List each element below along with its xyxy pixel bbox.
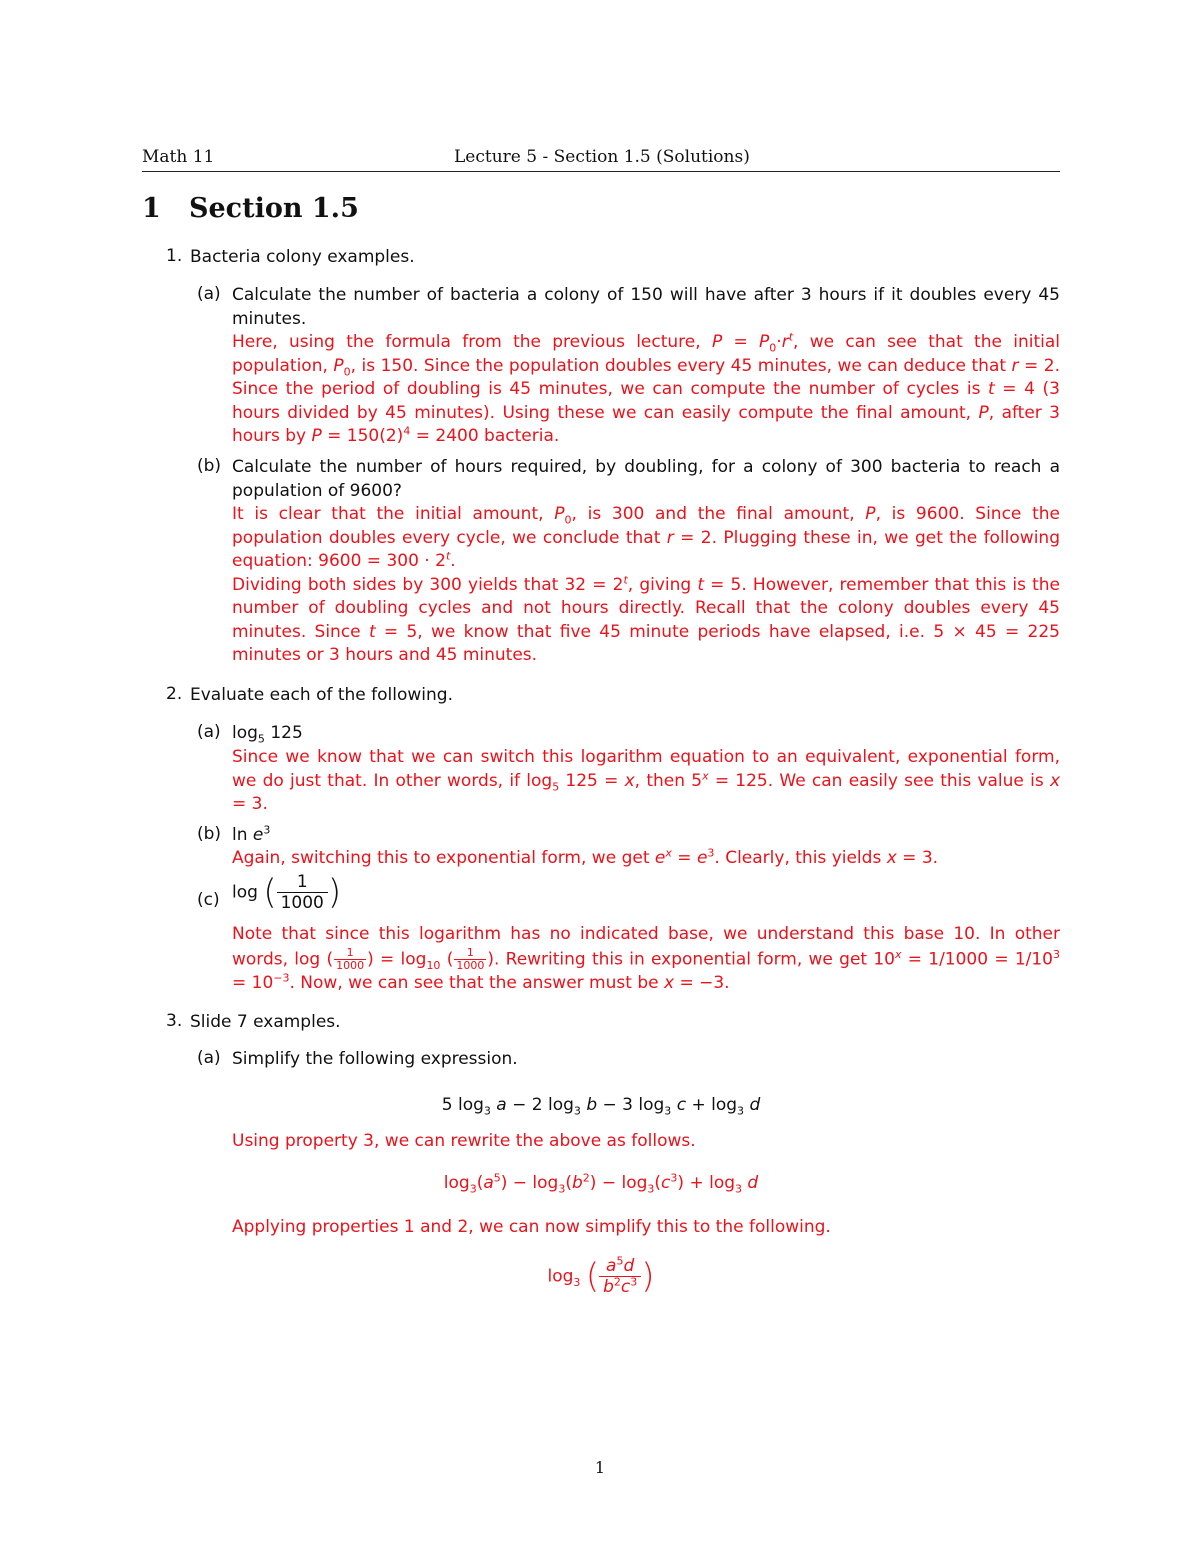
- q1b-answer-part-6: , giving: [627, 574, 698, 595]
- q2c-frac-num: 1: [277, 872, 328, 893]
- q3a-expression: 5 $\log_3 a - 2$ $\log_3 b - 3$ $\log_3 c + \log_3 d$: [441, 1095, 761, 1118]
- q2c-answer-part-1: Note that since this logarithm has no indicated base, we understand this base 10. In other words,: [232, 924, 1060, 969]
- q2a-answer-part-1: Since we know that we can switch this logarithm equation to an equivalent, exponential form, we do just that. In other words, if log: [232, 747, 1060, 791]
- q2a-answer-part-2: 125 =: [559, 770, 625, 791]
- q1a-answer-part-6: , after 3 hours by: [232, 402, 1060, 446]
- q2a-expression-value: 125: [270, 723, 303, 743]
- q3a-answer-step-2: Applying properties 1 and 2, we can now simplify this to the following.: [232, 1217, 831, 1237]
- q2-label: 2.: [166, 684, 183, 704]
- q2b-answer: Again, switching this to exponential form, we get $e^x = e^3$. Clearly, this yields x = 3.: [232, 846, 939, 868]
- q3-label: 3.: [166, 1011, 183, 1031]
- q2c-label: (c): [197, 890, 220, 910]
- q2c-answer: Note that since this logarithm has no indicated base, we understand this base 10. In other words, log ( $\frac{1}{1000}$ ) = $\log_{10}$ ( $\frac{1}{1000}$ ). Rewriting this in exponential form, we get $10^x = 1/1000 = 1/10^3 = 10^{-3}$. Now, we can see that the answer must be x = −3.: [232, 924, 1060, 993]
- q1b-answer-part-3: , is 9600. Since the population doubles every cycle, we conclude that: [232, 504, 1060, 548]
- q2c-answer-part-5: = −3.: [674, 972, 730, 993]
- q1a-answer-part-5: (3 hours divided by 45 minutes). Using these we can easily compute the final amount,: [232, 379, 1060, 423]
- q2a-answer-part-3: , then 5: [634, 770, 703, 791]
- q2c-answer-part-4: . Now, we can see that the answer must be: [289, 972, 664, 993]
- q1b-label: (b): [197, 456, 222, 476]
- q2b-answer-part-2: . Clearly, this yields: [714, 848, 887, 868]
- q2-heading: Evaluate each of the following.: [190, 685, 453, 705]
- running-header: [142, 145, 1060, 172]
- q3a-final-expression: $\log_3$ ( $\frac{a^5d}{b^2c^3}$ ): [547, 1254, 655, 1297]
- q1a-answer-part-3: , is 150. Since the population doubles every 45 minutes, we can deduce that: [350, 355, 1012, 376]
- page-number: 1: [594, 1458, 606, 1477]
- q1-heading: Bacteria colony examples.: [190, 247, 415, 267]
- q1b-answer-part-1: It is clear that the initial amount,: [232, 504, 555, 524]
- q3a-question: Simplify the following expression.: [232, 1049, 518, 1069]
- q2c-answer-part-2: . Rewriting this in exponential form, we get 10: [493, 949, 895, 969]
- q2c-frac-den: 1000: [280, 893, 324, 913]
- q1a-answer-part-1: Here, using the formula from the previous lecture,: [232, 332, 712, 352]
- q1b-answer-part-7: . However, remember that this is the number of doubling cycles and not hours directly. Recall that the colony doubles every 45 minutes. Since: [232, 574, 1061, 642]
- q1a-question: Calculate the number of bacteria a colony of 150 will have after 3 hours if it doubles every 45 minutes.: [232, 285, 1060, 329]
- header-course: Math 11: [142, 147, 215, 167]
- q2a-answer-part-4: = 125. We can easily see this value is: [708, 770, 1050, 791]
- q1b-question: Calculate the number of hours required, by doubling, for a colony of 300 bacteria to reach a population of 9600?: [232, 457, 1060, 501]
- q3a-rewritten-expression: $\log_3(a^5) - \log_3(b^2) - \log_3(c^3) + \log_3 d$: [443, 1171, 759, 1196]
- q3a-answer-step-1: Using property 3, we can rewrite the above as follows.: [232, 1131, 696, 1151]
- q1a-answer-part-4: . Since the period of doubling is 45 minutes, we can compute the number of cycles is: [232, 355, 1060, 399]
- section-title: Section 1.5: [189, 193, 359, 224]
- q2c-expression: log ( $\frac{1}{1000}$ ): [232, 872, 342, 913]
- section-heading: [142, 193, 359, 224]
- q1a-label: (a): [197, 284, 221, 304]
- q1b-answer-part-8: , we know that five 45 minute periods have elapsed, i.e. 5 × 45 = 225 minutes or 3 hours and 45 minutes.: [232, 621, 1060, 665]
- q1b-answer: It is clear that the initial amount, $P_0$, is 300 and the final amount, P, is 9600. Since the population doubles every cycle, we conclude that r = 2. Plugging these in, we get the following equation: $9600 = 300 \cdot 2^t$. Dividing both sides by 300 yields that $32 = 2^t$, giving t = 5. However, remember that this is the number of doubling cycles and not hours directly. Recall that the colony doubles every 45 minutes. Since t = 5, we know that five 45 minute periods have elapsed, i.e. 5 × 45 = 225 minutes or 3 hours and 45 minutes.: [232, 504, 1061, 665]
- q1b-answer-part-4: . Plugging these in, we get the following equation: 9600 = 300 · 2: [232, 527, 1060, 571]
- q3-heading: Slide 7 examples.: [190, 1012, 341, 1032]
- section-number: 1: [142, 193, 161, 224]
- q1b-answer-part-2: , is 300 and the final amount,: [571, 504, 866, 524]
- q2b-label: (b): [197, 824, 222, 844]
- q2c-answer-part-3: = 1/1000 = 1/10: [901, 949, 1053, 969]
- header-title: Lecture 5 - Section 1.5 (Solutions): [454, 147, 750, 167]
- q1a-answer-part-7: = 2400 bacteria.: [410, 426, 560, 446]
- q3a-label: (a): [197, 1048, 221, 1068]
- q2a-answer-part-5: = 3.: [232, 794, 268, 814]
- q2a-label: (a): [197, 722, 221, 742]
- q1a-answer: Here, using the formula from the previous lecture, $P = P_0\cdot r^t$, we can see that the initial population, $P_0$, is 150. Since the population doubles every 45 minutes, we can deduce that r = 2. Since the period of doubling is 45 minutes, we can compute the number of cycles is t = 4 (3 hours divided by 45 minutes). Using these we can easily compute the final amount, P, after 3 hours by $P = 150(2)^4 = 2400$ bacteria.: [232, 330, 1060, 446]
- q1b-answer-part-5: Dividing both sides by 300 yields that 32 = 2: [232, 574, 624, 595]
- q2a-expression: $\log_5 125$: [232, 723, 303, 746]
- q2a-answer: Since we know that we can switch this logarithm equation to an equivalent, exponential form, we do just that. In other words, if $\log_5 125 = x$, then $5^x = 125$. We can easily see this value is x = 3.: [232, 747, 1061, 814]
- q2b-expression: $\ln e^3$: [232, 823, 271, 845]
- q1-label: 1.: [166, 246, 183, 266]
- q1a-answer-part-2: , we can see that the initial population,: [232, 332, 1060, 376]
- q2b-answer-part-3: = 3.: [896, 848, 939, 868]
- q2b-answer-part-1: Again, switching this to exponential form, we get: [232, 848, 655, 868]
